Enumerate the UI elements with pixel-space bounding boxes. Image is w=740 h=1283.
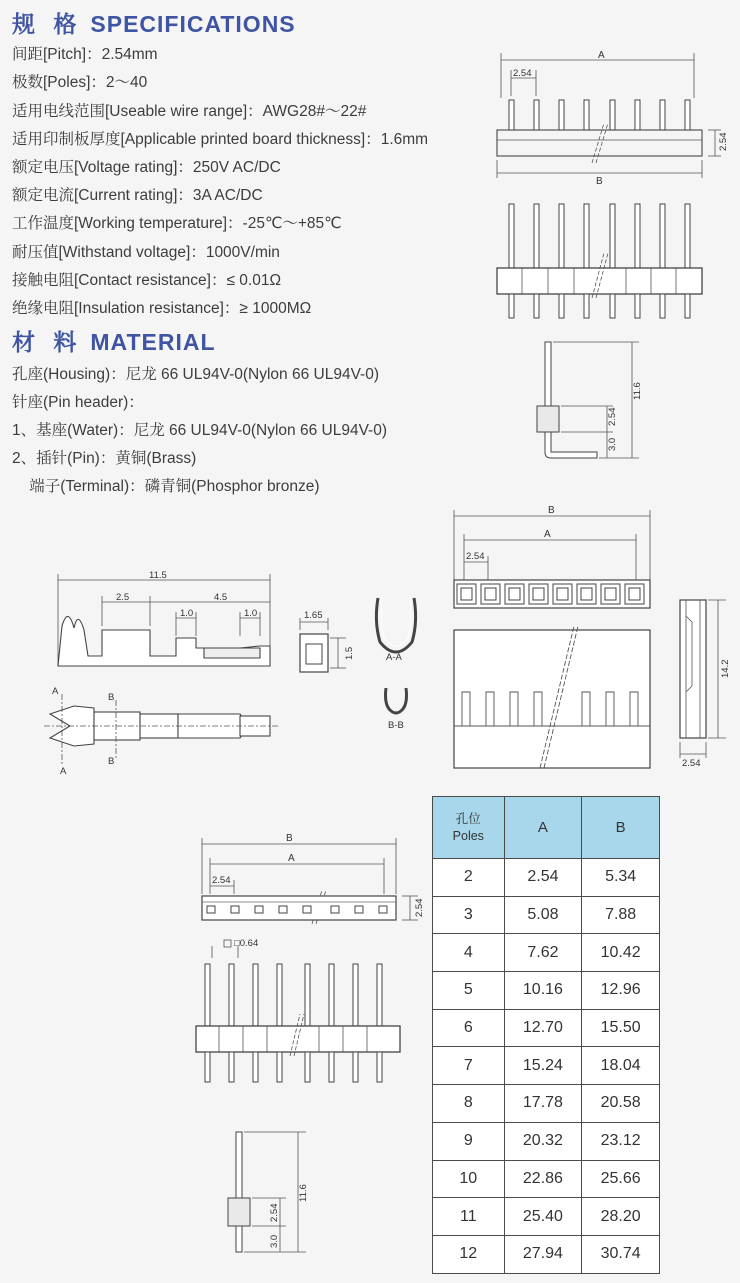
straight-dim-pitch: 2.54: [212, 875, 231, 886]
spec-temperature: 工作温度[Working temperature]：-25℃～+85℃: [12, 215, 342, 232]
section-a-bottom: A: [60, 766, 67, 777]
pin-header-top-view: [496, 48, 729, 188]
header-a: A: [504, 797, 582, 859]
section-aa-label: A-A: [386, 652, 402, 663]
specifications-heading-en: SPECIFICATIONS: [90, 11, 296, 37]
cell-poles: 6: [433, 1009, 505, 1047]
straight-dim-b: B: [286, 833, 293, 844]
straight-pin-dim-11-6: 11.6: [298, 1184, 309, 1202]
cell-a: 20.32: [504, 1122, 582, 1160]
cell-b: 12.96: [582, 972, 660, 1010]
housing-side-dim-pitch: 2.54: [682, 758, 701, 769]
dim-1-65-label: 1.65: [304, 610, 323, 621]
dim-pitch-label: 2.54: [513, 68, 532, 79]
cell-b: 15.50: [582, 1009, 660, 1047]
dim-11-5-label: 11.5: [149, 570, 167, 581]
material-heading-cn: 材 料: [12, 329, 83, 355]
cell-b: 5.34: [582, 859, 660, 897]
cell-poles: 9: [433, 1122, 505, 1160]
cell-a: 5.08: [504, 896, 582, 934]
spec-current: 额定电流[Current rating]：3A AC/DC: [12, 187, 263, 204]
material-base: 1、基座(Water)：尼龙 66 UL94V-0(Nylon 66 UL94V-0): [12, 422, 388, 439]
pin-size-label: □0.64: [234, 938, 259, 949]
housing-side-view: [674, 596, 736, 772]
cell-a: 10.16: [504, 972, 582, 1010]
housing-drawing: [444, 500, 660, 772]
dim-a-label: A: [598, 50, 605, 61]
table-row: [433, 1198, 660, 1236]
housing-dim-a: A: [544, 529, 551, 540]
material-heading-en: MATERIAL: [90, 329, 216, 355]
section-bb-label: B-B: [388, 720, 404, 731]
spec-voltage: 额定电压[Voltage rating]：250V AC/DC: [12, 159, 281, 176]
table-row: [433, 896, 660, 934]
cell-b: 28.20: [582, 1198, 660, 1236]
terminal-front-view: [296, 608, 360, 674]
table-row: [433, 1235, 660, 1273]
cell-b: 25.66: [582, 1160, 660, 1198]
dim-3-0-label: 3.0: [607, 437, 618, 451]
cell-a: 12.70: [504, 1009, 582, 1047]
section-b-bottom: B: [108, 756, 115, 767]
header-b: B: [582, 797, 660, 859]
pin-header-side-view: [496, 198, 711, 326]
cell-poles: 5: [433, 972, 505, 1010]
section-b-top: B: [108, 692, 115, 703]
material-pin-header: 针座(Pin header)：: [12, 394, 144, 411]
cell-a: 22.86: [504, 1160, 582, 1198]
poles-table: [432, 796, 660, 1274]
dim-11-6-label: 11.6: [632, 382, 643, 400]
table-row: [433, 1122, 660, 1160]
cell-poles: 10: [433, 1160, 505, 1198]
dim-1-5-label: 1.5: [344, 646, 355, 660]
cell-a: 15.24: [504, 1047, 582, 1085]
cell-poles: 7: [433, 1047, 505, 1085]
specifications-heading: [12, 6, 296, 39]
straight-pin-side-view: [222, 1126, 322, 1260]
cell-a: 27.94: [504, 1235, 582, 1273]
spec-insulation-res: 绝缘电阻[Insulation resistance]：≥ 1000MΩ: [12, 300, 312, 317]
housing-dim-14-2: 14.2: [720, 659, 731, 678]
straight-header-front-view: [194, 932, 408, 1086]
cell-a: 25.40: [504, 1198, 582, 1236]
terminal-sections: [370, 592, 426, 732]
table-row: [433, 1047, 660, 1085]
dim-1-0-label-1: 1.0: [180, 608, 194, 619]
straight-dim-a: A: [288, 853, 295, 864]
header-poles-en: Poles: [452, 828, 484, 843]
terminal-drawing: [44, 566, 280, 776]
spec-pitch: 间距[Pitch]：2.54mm: [12, 46, 158, 63]
cell-b: 23.12: [582, 1122, 660, 1160]
header-poles: [433, 797, 505, 859]
cell-a: 7.62: [504, 934, 582, 972]
material-housing: 孔座(Housing)：尼龙 66 UL94V-0(Nylon 66 UL94V-0): [12, 366, 379, 383]
dim-4-5-label: 4.5: [214, 592, 228, 603]
cell-poles: 2: [433, 859, 505, 897]
straight-dim-height: 2.54: [414, 898, 425, 917]
dim-2-54-label: 2.54: [607, 407, 618, 426]
table-row: [433, 934, 660, 972]
cell-poles: 8: [433, 1085, 505, 1123]
cell-a: 17.78: [504, 1085, 582, 1123]
spec-board-thickness: 适用印制板厚度[Applicable printed board thickness]：1.6mm: [12, 131, 429, 148]
cell-poles: 12: [433, 1235, 505, 1273]
straight-header-top-view: [196, 828, 428, 928]
spec-withstand: 耐压值[Withstand voltage]：1000V/min: [12, 244, 280, 261]
poles-table-header: [433, 797, 660, 859]
material-terminal: 端子(Terminal)：磷青铜(Phosphor bronze): [12, 478, 320, 495]
dim-b-label: B: [596, 176, 603, 187]
cell-b: 18.04: [582, 1047, 660, 1085]
dim-2-5-label: 2.5: [116, 592, 130, 603]
cell-poles: 4: [433, 934, 505, 972]
specifications-heading-cn: 规 格: [12, 11, 83, 37]
spec-wire-range: 适用电线范围[Useable wire range]：AWG28#～22#: [12, 103, 367, 120]
table-row: [433, 1160, 660, 1198]
right-angle-pin-view: [527, 334, 667, 464]
header-poles-cn: 孔位: [455, 811, 481, 826]
straight-pin-dim-3-0: 3.0: [269, 1234, 280, 1248]
section-a-top: A: [52, 686, 59, 697]
cell-b: 20.58: [582, 1085, 660, 1123]
spec-contact-res: 接触电阻[Contact resistance]：≤ 0.01Ω: [12, 272, 282, 289]
housing-dim-pitch: 2.54: [466, 551, 485, 562]
material-pin: 2、插针(Pin)：黄铜(Brass): [12, 450, 197, 467]
cell-a: 2.54: [504, 859, 582, 897]
dim-1-0-label-2: 1.0: [244, 608, 258, 619]
cell-b: 30.74: [582, 1235, 660, 1273]
table-row: [433, 1009, 660, 1047]
material-heading: [12, 324, 216, 357]
cell-poles: 3: [433, 896, 505, 934]
dim-height-label: 2.54: [718, 132, 729, 151]
cell-poles: 11: [433, 1198, 505, 1236]
straight-pin-dim-2-54: 2.54: [269, 1203, 280, 1222]
cell-b: 7.88: [582, 896, 660, 934]
spec-poles: 极数[Poles]：2～40: [12, 74, 148, 91]
table-row: [433, 859, 660, 897]
cell-b: 10.42: [582, 934, 660, 972]
table-row: [433, 1085, 660, 1123]
table-row: [433, 972, 660, 1010]
housing-dim-b: B: [548, 505, 555, 516]
